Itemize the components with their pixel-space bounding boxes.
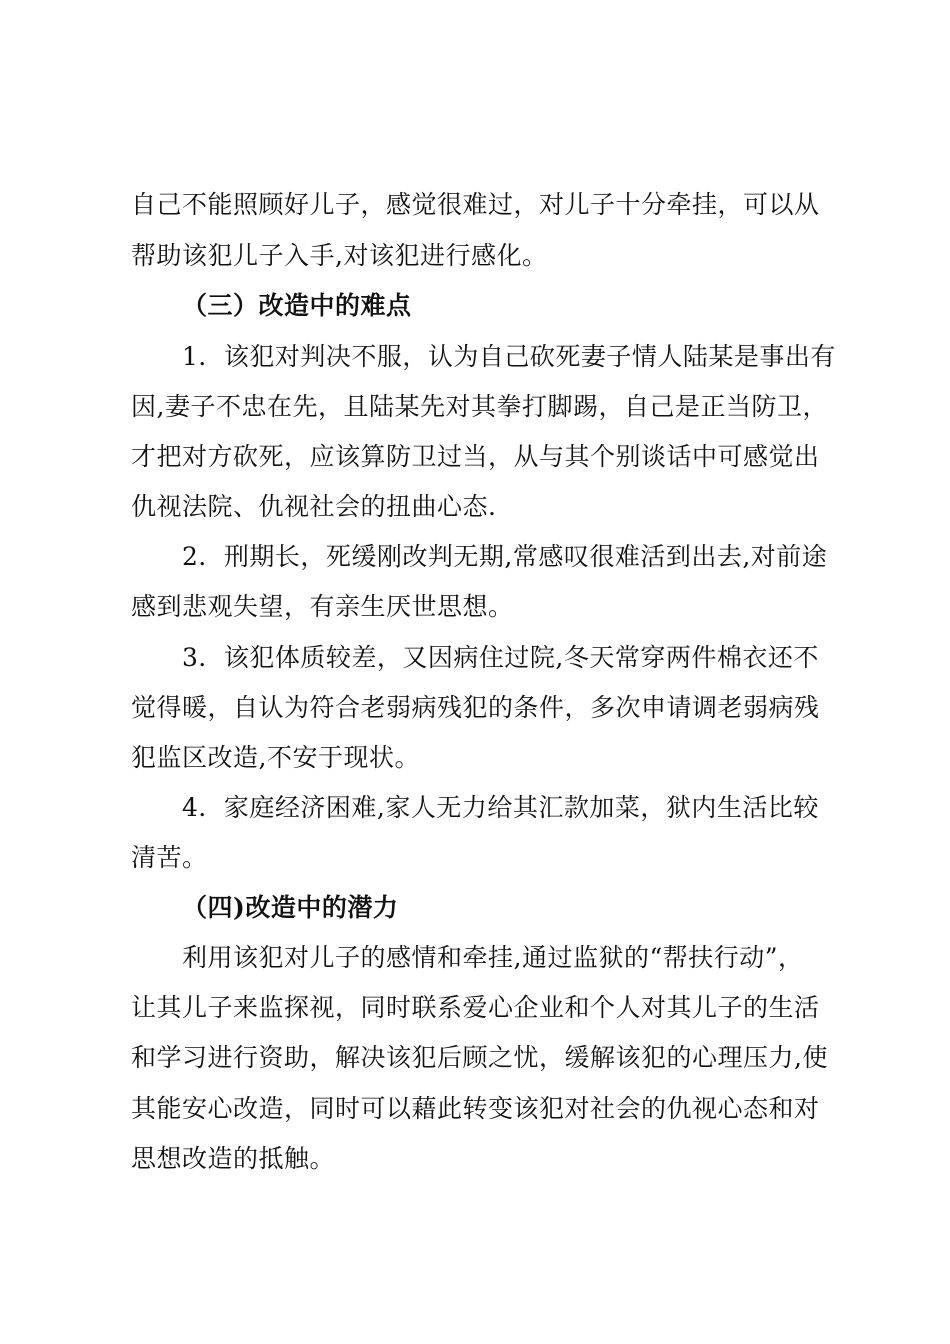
paragraph-line: 让其儿子来监探视，同时联系爱心企业和个人对其儿子的生活 <box>131 993 820 1022</box>
paragraph-line: 4．家庭经济困难,家人无力给其汇款加菜，狱内生活比较 <box>182 793 819 822</box>
paragraph-line: 帮助该犯儿子入手,对该犯进行感化。 <box>131 241 548 270</box>
paragraph-line: 仇视法院、仇视社会的扭曲心态. <box>131 492 497 521</box>
paragraph-line: 2．刑期长，死缓刚改判无期,常感叹很难活到出去,对前途 <box>182 542 828 571</box>
paragraph-line: 自己不能照顾好儿子，感觉很难过，对儿子十分牵挂，可以从 <box>131 190 820 219</box>
paragraph-line: 3．该犯体质较差，又因病住过院,冬天常穿两件棉衣还不 <box>182 643 819 672</box>
paragraph-line: 才把对方砍死，应该算防卫过当，从与其个别谈话中可感觉出 <box>131 442 820 471</box>
paragraph-line: 1．该犯对判决不服，认为自己砍死妻子情人陆某是事出有 <box>182 342 836 371</box>
paragraph-line: 和学习进行资助，解决该犯后顾之忧，缓解该犯的心理压力,使 <box>131 1043 828 1072</box>
paragraph-line: 犯监区改造,不安于现状。 <box>131 743 420 772</box>
paragraph-line: 思想改造的抵触。 <box>131 1144 336 1173</box>
paragraph-line: 因,妻子不忠在先，且陆某先对其拳打脚踢，自己是正当防卫， <box>131 392 828 421</box>
section-heading-difficulties: （三）改造中的难点 <box>182 291 412 320</box>
paragraph-line: 利用该犯对儿子的感情和牵挂,通过监狱的“帮扶行动”， <box>182 943 804 972</box>
paragraph-line: 觉得暖，自认为符合老弱病残犯的条件，多次申请调老弱病残 <box>131 693 820 722</box>
section-heading-potential: （四)改造中的潜力 <box>182 893 399 922</box>
paragraph-line: 其能安心改造，同时可以藉此转变该犯对社会的仇视心态和对 <box>131 1094 820 1123</box>
paragraph-line: 感到悲观失望，有亲生厌世思想。 <box>131 592 514 621</box>
paragraph-line: 清苦。 <box>131 843 208 872</box>
